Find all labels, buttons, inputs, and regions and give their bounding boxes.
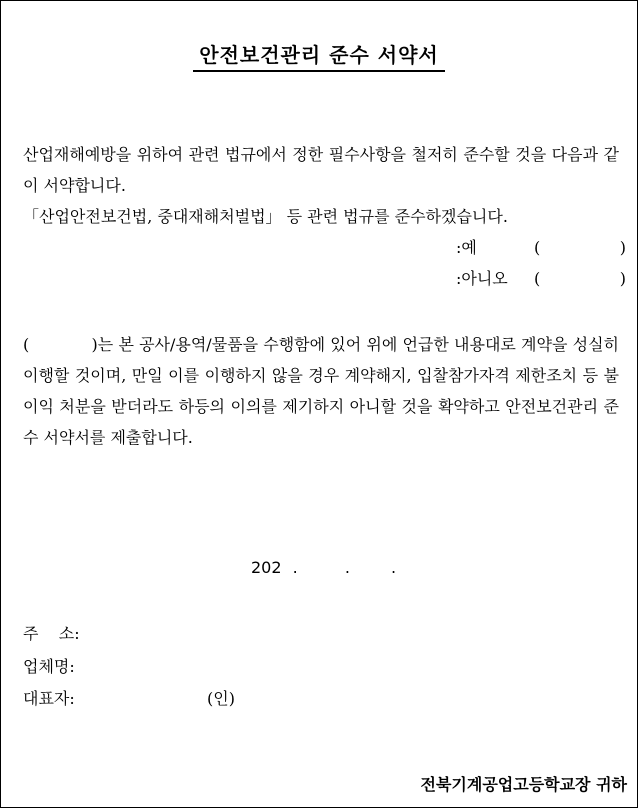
date-year: 202	[251, 558, 282, 577]
pledge-section	[23, 139, 619, 232]
signature-date	[251, 558, 396, 577]
company-name-label: 업체명:	[23, 657, 75, 676]
choice-yes-label: :예	[456, 238, 477, 257]
document-title	[1, 39, 637, 72]
commitment-paragraph	[23, 329, 625, 453]
representative-label: 대표자:	[23, 689, 75, 708]
choice-no-close-paren: )	[619, 269, 626, 288]
date-dot-year: .	[292, 558, 298, 577]
document-title-text: 안전보건관리 준수 서약서	[193, 39, 444, 72]
commitment-text: ( )는 본 공사/용역/물품을 수행함에 있어 위에 언급한 내용대로 계약을 성실히 이행할 것이며, 만일 이를 이행하지 않을 경우 계약해지, 입찰참가자격 제한조치 등 불이익 처분을 받더라도 하등의 이의를 제기하지 아니할 것을 확약하고 안전보건관리 준수 서약서를 제출합니다.	[23, 335, 625, 447]
representative-field[interactable]	[23, 686, 75, 709]
choice-no-label: :아니오	[456, 269, 508, 288]
seal-mark: (인)	[207, 689, 235, 708]
choice-yes[interactable]	[456, 238, 626, 258]
recipient-line: 전북기계공업고등학교장 귀하	[420, 775, 627, 794]
law-compliance-line: 「산업안전보건법, 중대재해처벌법」 등 관련 법규를 준수하겠습니다.	[23, 207, 508, 226]
choice-yes-open-paren: (	[534, 238, 541, 257]
choice-yes-close-paren: )	[619, 238, 626, 257]
choice-no[interactable]	[456, 269, 626, 289]
pledge-paragraph: 산업재해예방을 위하여 관련 법규에서 정한 필수사항을 철저히 준수할 것을 다음과 같이 서약합니다.	[23, 145, 619, 195]
address-field[interactable]	[23, 621, 80, 644]
date-dot-day: .	[391, 558, 397, 577]
address-label: 주 소:	[23, 624, 80, 643]
choice-no-open-paren: (	[534, 269, 541, 288]
date-dot-month: .	[344, 558, 350, 577]
company-name-field[interactable]	[23, 654, 75, 677]
